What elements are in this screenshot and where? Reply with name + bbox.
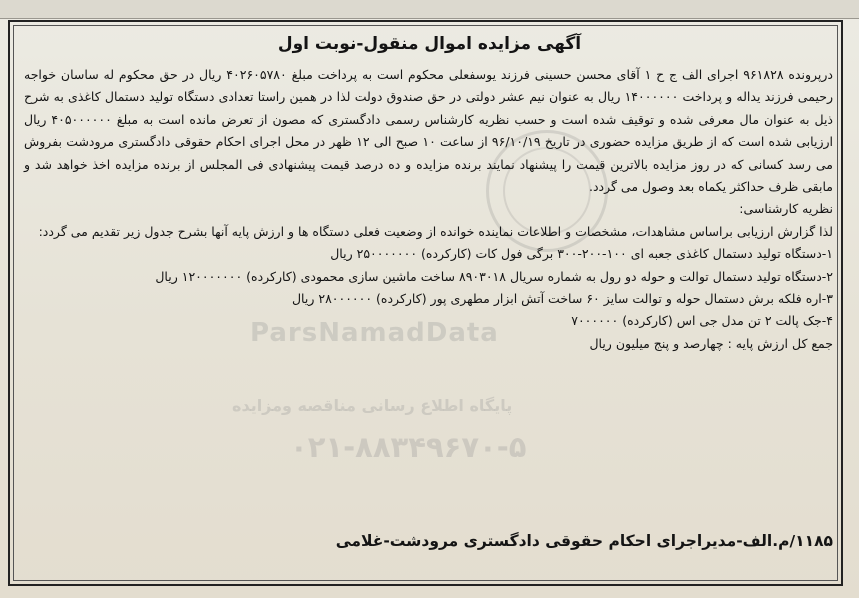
watermark-brand: ParsNamadData (250, 318, 499, 348)
item-4: ۴-جک پالت ۲ تن مدل جی اس (کارکرده) ۷۰۰۰۰۰۰ (571, 313, 833, 329)
notice-body (24, 64, 833, 355)
watermark-caption: پایگاه اطلاع رسانی مناقصه ومزایده (232, 396, 513, 415)
item-1: ۱-دستگاه تولید دستمال کاغذی جعبه ای ۱۰۰-۲۰۰-۳۰۰ برگی فول کات (کارکرده) ۲۵۰۰۰۰۰۰۰ ریال (330, 246, 833, 262)
expert-report-intro: لذا گزارش ارزیابی براساس مشاهدات، مشخصات و اطلاعات نماینده خوانده از وضعیت فعلی دستگاه ها و ارزش پایه آنها بشرح جدول زیر تقدیم می گردد: (38, 223, 833, 239)
previous-ad-strip (0, 0, 859, 19)
notice-signature: ۱۱۸۵/م.الف-مدیراجرای احکام حقوقی دادگستری مرودشت-غلامی (335, 532, 833, 550)
watermark-phone: ۰۲۱-۸۸۳۴۹۶۷۰-۵ (290, 430, 527, 464)
expert-opinion-heading: نظریه کارشناسی: (739, 201, 833, 217)
item-2: ۲-دستگاه تولید دستمال توالت و حوله دو رول به شماره سریال ۸۹۰۳۰۱۸ ساخت ماشین سازی محمودی (کارکرده) ۱۲۰۰۰۰۰۰۰ ریال (155, 268, 833, 284)
total-base-value: جمع کل ارزش پایه : چهارصد و پنج میلیون ریال (589, 335, 833, 351)
item-3: ۳-اره فلکه برش دستمال حوله و توالت سایز ۶۰ ساخت آتش ابزار مطهری پور (کارکرده) ۲۸۰۰۰۰۰۰ ریال (291, 291, 833, 307)
notice-title: آگهی مزایده اموال منقول-نوبت اول (277, 34, 582, 54)
notice-main-paragraph: درپرونده ۹۶۱۸۲۸ اجرای الف ج ح ۱ آقای محسن حسینی فرزند یوسفعلی محکوم است به پرداخت مبلغ ۴۰۲۶۰۵۷۸۰ ریال در حق محکوم له ساسان خواجه رحیمی فرزند یداله و پرداخت ۱۴۰۰۰۰۰۰ ریال به عنوان نیم عشر دولتی در حق صندوق دولت لذا در همین راستا تعدادی دستگاه تولید دستمال کاغذی به شرح ذیل به عنوان مال معرفی شده و توقیف شده است و حسب نظریه کارشناس رسمی دادگستری که مصون از تعرض مانده است به مبلغ ۴۰۵۰۰۰۰۰۰ ریال ارزیابی شده است که از طریق مزایده حضوری در تاریخ ۹۶/۱۰/۱۹ از ساعت ۱۰ صبح الی ۱۲ ظهر در محل اجرای احکام حقوقی دادگستری مرودشت بفروش می رسد کسانی که در روز مزایده بالاترین قیمت را پیشنهاد نمایند برنده مزایده و ده درصد قیمت پیشنهادی فی المجلس از برنده مزایده اخذ خواهد شد و مابقی ظرف حداکثر یکماه بعد وصول می گردد. (24, 67, 833, 195)
